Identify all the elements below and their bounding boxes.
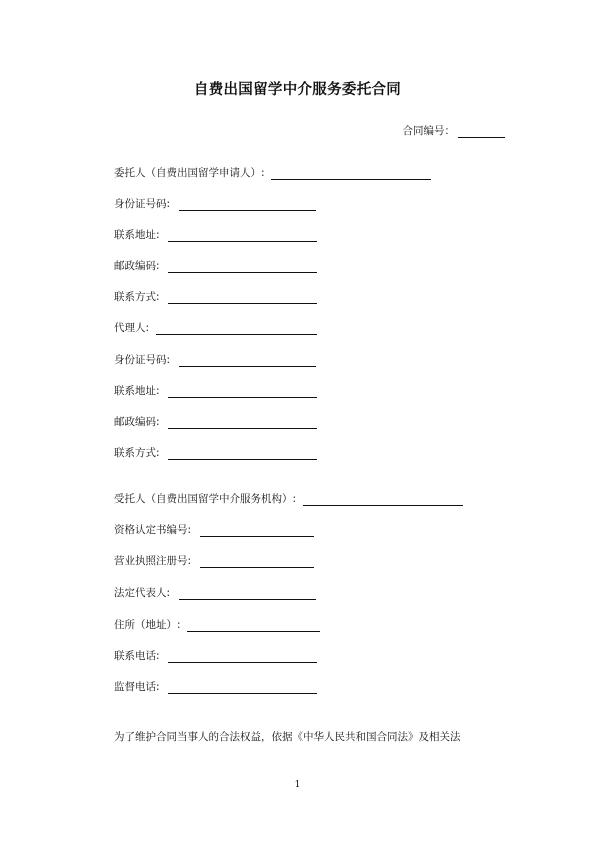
supervision-phone-blank[interactable] [168,681,317,694]
agent-id-blank[interactable] [179,354,316,367]
supervision-phone-label: 监督电话: [114,681,160,693]
principal-label: 委托人（自费出国留学申请人）: [114,167,265,179]
principal-postal-label: 邮政编码: [114,260,160,272]
principal-id-blank[interactable] [179,198,316,211]
page-number: 1 [294,780,301,790]
agent-address-row [114,384,317,398]
agent-postal-row [114,415,317,429]
legal-rep-blank[interactable] [179,587,316,600]
agent-postal-blank[interactable] [168,416,317,429]
cert-number-label: 资格认定书编号: [114,524,192,536]
legal-rep-row [114,586,316,600]
agent-row [114,321,317,335]
contract-number-blank[interactable] [458,125,505,138]
supervision-phone-row [114,680,317,694]
trustee-row [114,492,463,506]
principal-postal-blank[interactable] [168,260,317,273]
contract-title: 自费出国留学中介服务委托合同 [193,82,402,98]
legal-rep-label: 法定代表人: [114,587,171,599]
agent-id-label: 身份证号码: [114,354,171,366]
agent-contact-label: 联系方式: [114,447,160,459]
agent-label: 代理人: [114,322,150,334]
principal-blank[interactable] [271,167,431,180]
principal-postal-row [114,259,317,273]
license-number-row [114,554,314,568]
principal-contact-label: 联系方式: [114,291,160,303]
principal-contact-row [114,290,317,304]
trustee-blank[interactable] [303,493,463,506]
principal-contact-blank[interactable] [168,291,317,304]
principal-row [114,166,431,180]
residence-row [114,618,320,632]
body-paragraph: 为了维护合同当事人的合法权益，依据《中华人民共和国合同法》及相关法 [114,731,461,743]
residence-label: 住所（地址）: [114,619,181,631]
principal-address-blank[interactable] [168,229,317,242]
principal-id-label: 身份证号码: [114,198,171,210]
agent-blank[interactable] [156,322,317,335]
license-number-blank[interactable] [200,555,314,568]
trustee-label: 受托人（自费出国留学中介服务机构）: [114,493,297,505]
residence-blank[interactable] [187,619,320,632]
agent-id-row [114,353,316,367]
agent-contact-blank[interactable] [168,447,317,460]
principal-address-row [114,228,317,242]
contract-number-label: 合同编号： [402,125,455,137]
contract-number-row [403,123,506,138]
principal-address-label: 联系地址: [114,229,160,241]
principal-id-row [114,197,316,211]
phone-blank[interactable] [168,650,317,663]
agent-contact-row [114,446,317,460]
agent-address-label: 联系地址: [114,385,160,397]
cert-number-blank[interactable] [200,524,314,537]
cert-number-row [114,523,314,537]
agent-address-blank[interactable] [168,385,317,398]
phone-label: 联系电话: [114,650,160,662]
phone-row [114,649,317,663]
agent-postal-label: 邮政编码: [114,416,160,428]
license-number-label: 营业执照注册号: [114,555,192,567]
